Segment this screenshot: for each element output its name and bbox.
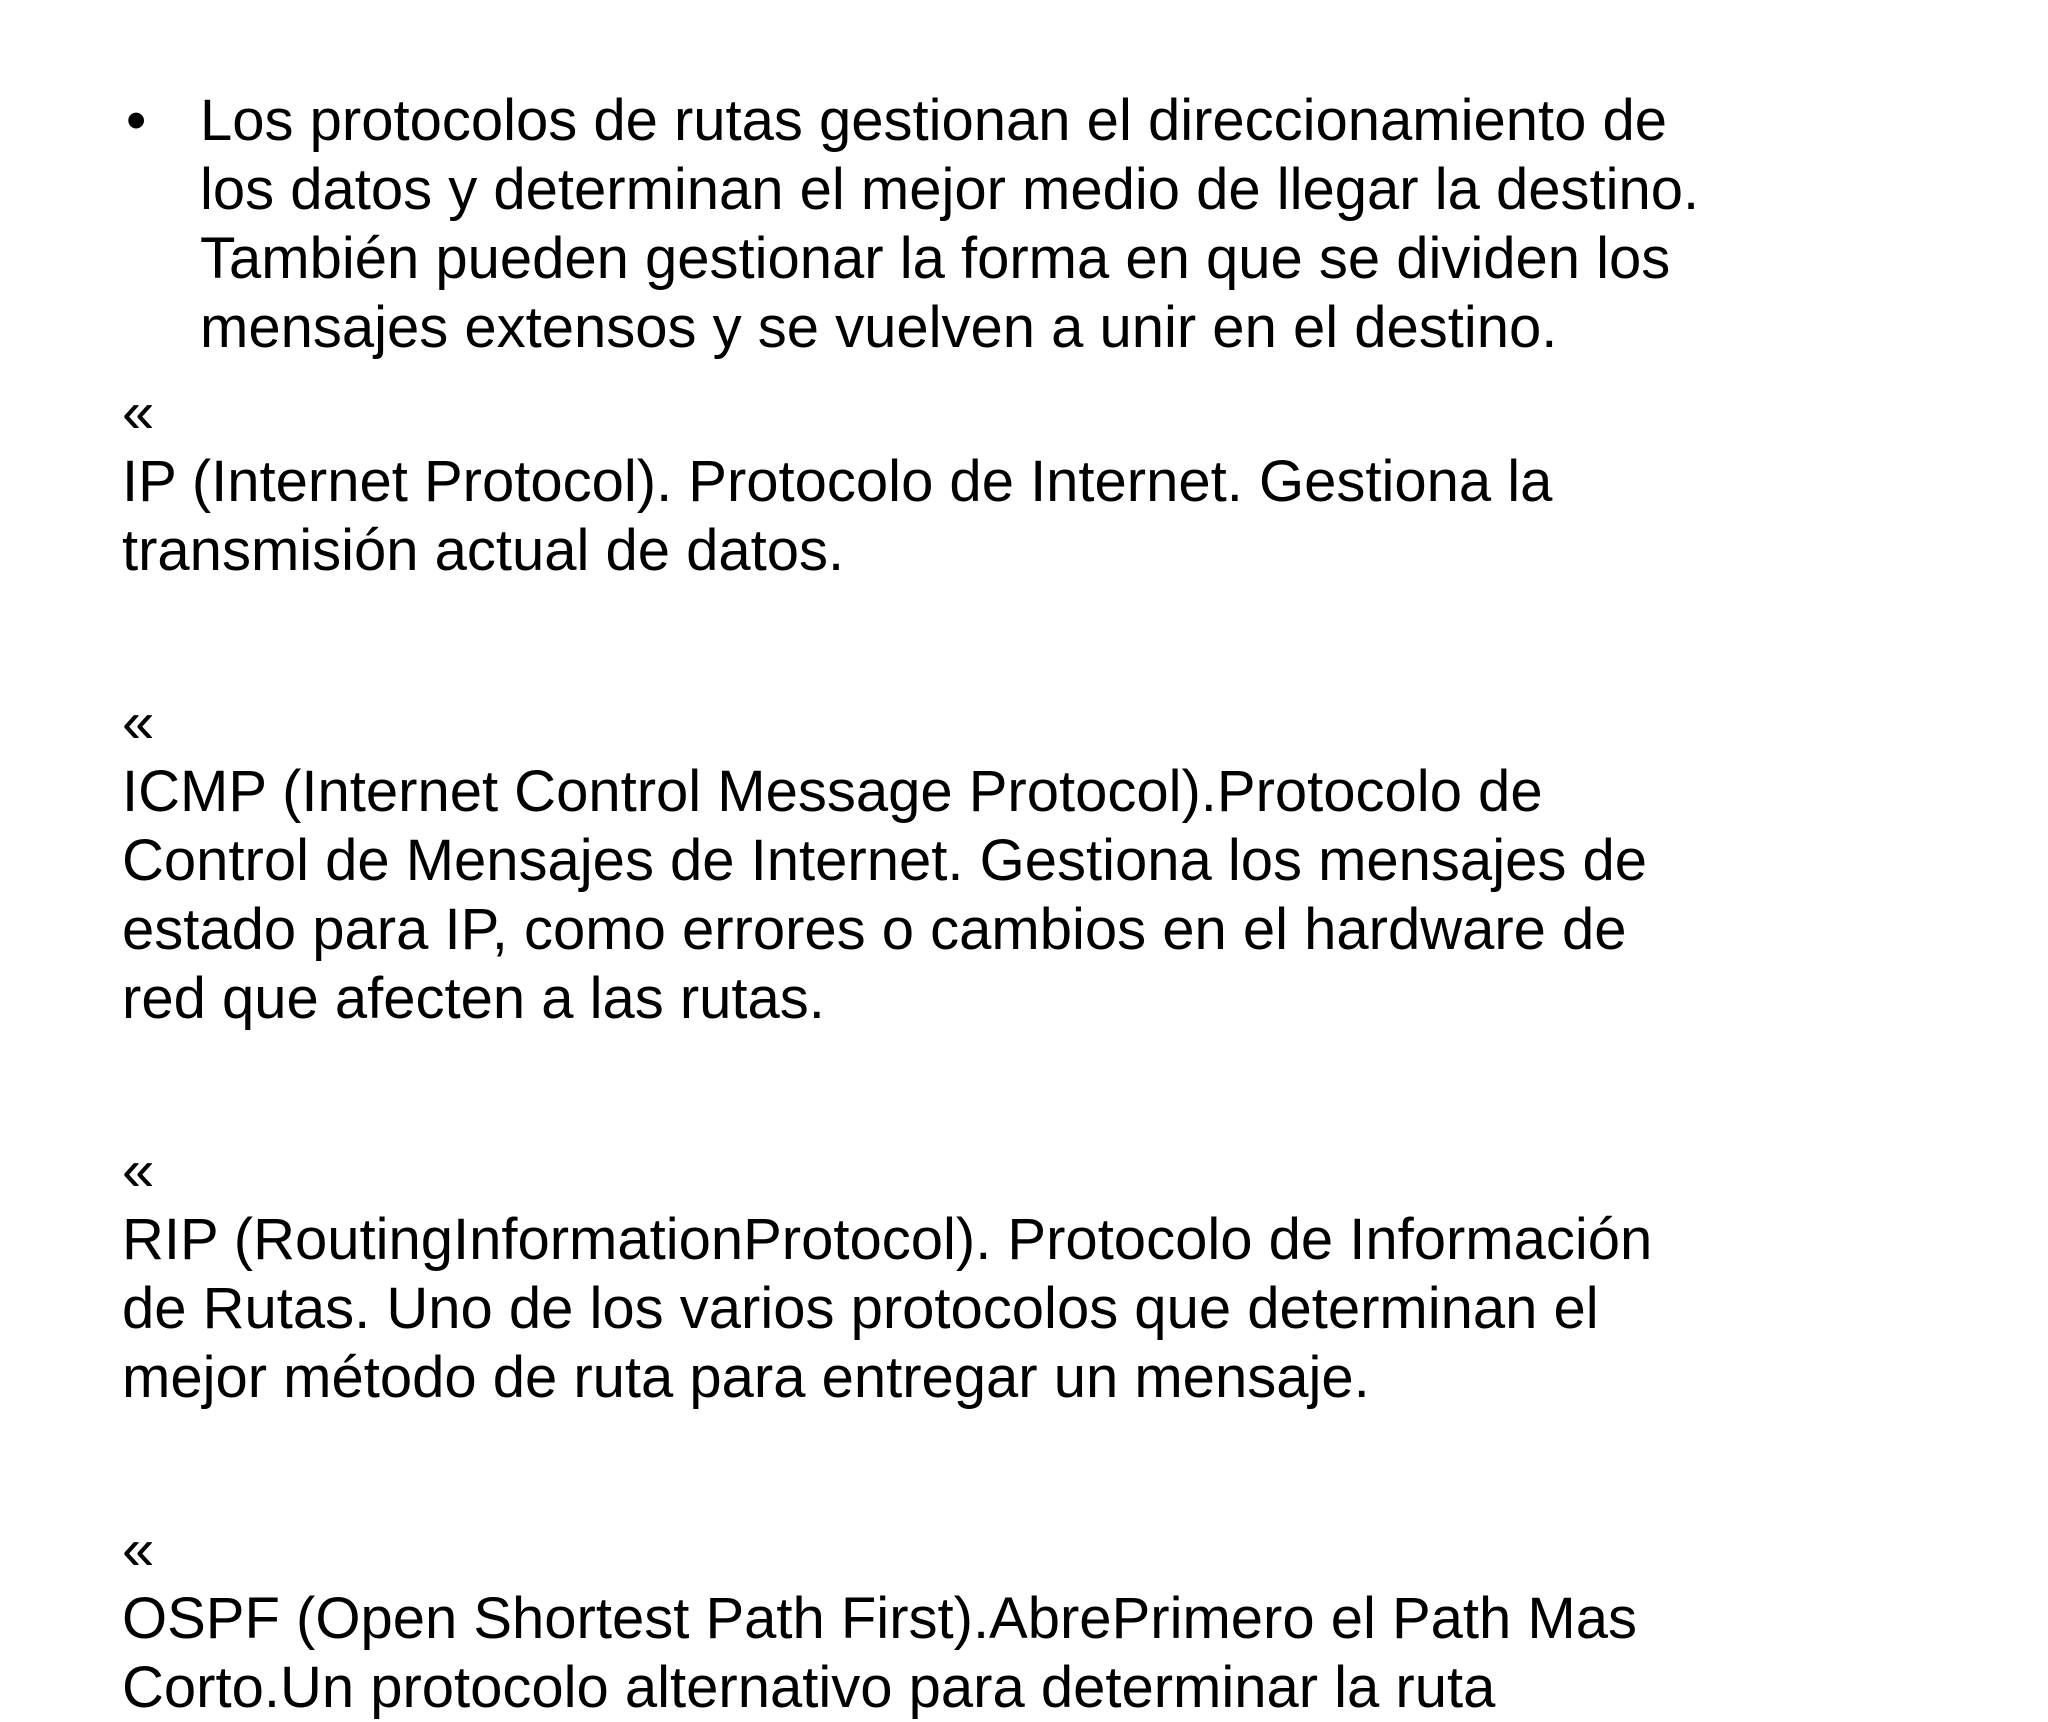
paragraph-line: Control de Mensajes de Internet. Gestiona los mensajes de — [122, 828, 1647, 893]
guillemet-marker: « — [122, 690, 155, 755]
paragraph-line: los datos y determinan el mejor medio de llegar la destino. — [200, 157, 1700, 222]
paragraph-line: IP (Internet Protocol). Protocolo de Internet. Gestiona la — [122, 449, 1553, 514]
paragraph-line: mensajes extensos y se vuelven a unir en el destino. — [200, 295, 1558, 360]
paragraph-icmp — [122, 688, 1982, 1033]
guillemet-marker: « — [122, 1138, 155, 1203]
paragraph-rip — [122, 1136, 1982, 1412]
bullet-paragraph-routing-protocols — [122, 86, 1982, 362]
slide-body — [122, 86, 1982, 1722]
paragraph-ospf — [122, 1515, 1982, 1722]
paragraph-line: RIP (RoutingInformationProtocol). Protocolo de Información — [122, 1207, 1653, 1272]
paragraph-line: mejor método de ruta para entregar un mensaje. — [122, 1345, 1370, 1410]
paragraph-line: estado para IP, como errores o cambios en el hardware de — [122, 897, 1627, 962]
paragraph-line: de Rutas. Uno de los varios protocolos que determinan el — [122, 1276, 1599, 1341]
paragraph-line: ICMP (Internet Control Message Protocol).Protocolo de — [122, 759, 1543, 824]
guillemet-marker: « — [122, 380, 155, 445]
paragraph-line: transmisión actual de datos. — [122, 518, 845, 583]
guillemet-marker: « — [122, 1517, 155, 1582]
bullet-icon: • — [126, 88, 147, 153]
paragraph-ip — [122, 378, 1982, 585]
paragraph-line: red que afecten a las rutas. — [122, 966, 825, 1031]
paragraph-line: OSPF (Open Shortest Path First).AbrePrimero el Path Mas — [122, 1586, 1637, 1651]
paragraph-line: También pueden gestionar la forma en que se dividen los — [200, 226, 1671, 291]
paragraph-line: Los protocolos de rutas gestionan el direccionamiento de — [200, 88, 1668, 153]
paragraph-line: Corto.Un protocolo alternativo para determinar la ruta — [122, 1655, 1496, 1720]
